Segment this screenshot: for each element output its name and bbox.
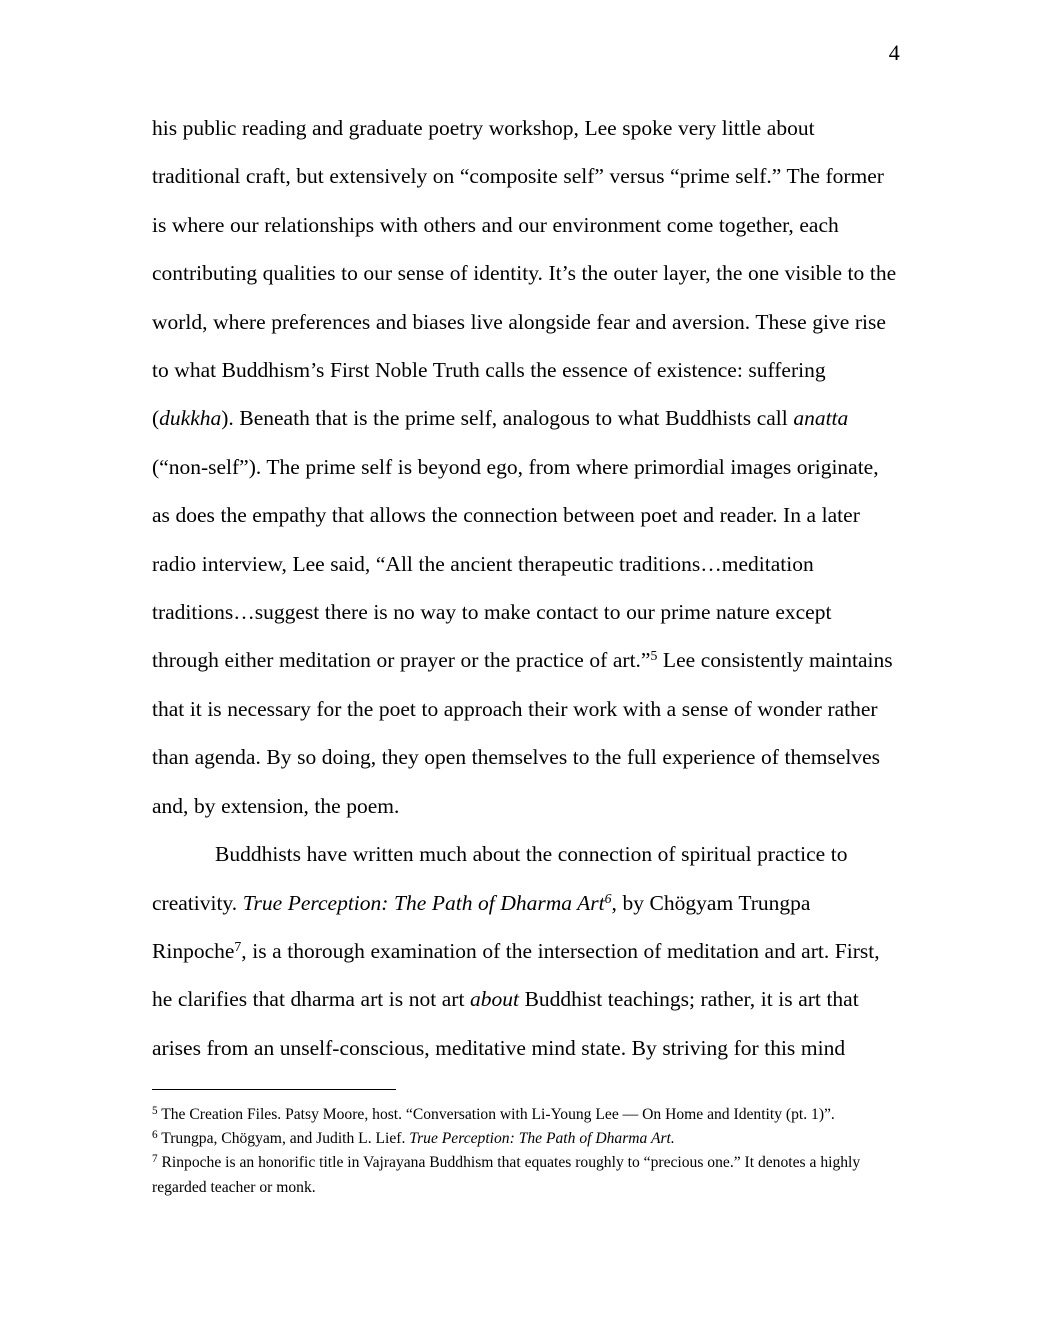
footnote-separator-rule (152, 1089, 396, 1090)
footnote-reference-marker: 6 (604, 890, 612, 906)
footnote-reference-marker: 5 (650, 648, 658, 664)
text-run: (“non-self”). The prime self is beyond ego, from where primordial images originate, as does the empathy that allows the connection between poet and reader. In a later radio interview, Lee said, “All the ancient therapeutic traditions…meditation traditions…suggest there is no way to make contact to our prime nature except through either meditation or prayer or the practice of art.” (152, 454, 879, 673)
footnote-marker: 6 (152, 1129, 158, 1142)
footnote-marker: 5 (152, 1104, 158, 1117)
text-run: Buddhists have written much about the connection of spiritual practice to creativity. (152, 842, 848, 915)
text-run: , is a thorough examination of the intersection of meditation and art. First, he clarifies that dharma art is not art (152, 938, 880, 1012)
text-run: Rinpoche is an honorific title in Vajrayana Buddhism that equates roughly to “precious one.” It denotes a highly regarded teacher or monk. (152, 1154, 861, 1196)
text-run: Lee consistently maintains that it is necessary for the poet to approach their work with a sense of wonder rather than agenda. By so doing, they open themselves to the full experience of themselves and, by extension, the poem. (152, 648, 893, 818)
text-run: The Creation Files. Patsy Moore, host. “Conversation with Li-Young Lee — On Home and Identity (pt. 1)”. (157, 1106, 835, 1123)
footnote-6 (152, 1127, 912, 1151)
footnote-reference-marker: 7 (234, 938, 242, 954)
italic-text: about (470, 987, 519, 1012)
text-run: ). Beneath that is the prime self, analogous to what Buddhists call (221, 406, 794, 431)
text-run: his public reading and graduate poetry workshop, Lee spoke very little about traditional craft, but extensively on “composite self” versus “prime self.” The former is where our relationships with others and our environment come together, each contributing qualities to our sense of identity. It’s the outer layer, the one visible to the world, where preferences and biases live alongside fear and aversion. These give rise to what Buddhism’s First Noble Truth calls the essence of existence: suffering ( (152, 116, 897, 431)
italic-text: True Perception: The Path of Dharma Art. (409, 1130, 675, 1148)
text-run: Trungpa, Chögyam, and Judith L. Lief. (157, 1130, 410, 1148)
footnote-5 (152, 1103, 912, 1127)
italic-text: anatta (793, 406, 849, 431)
body-text-block (152, 104, 901, 1072)
italic-text: True Perception: The Path of Dharma Art (242, 890, 605, 915)
footnote-section (152, 1089, 912, 1200)
page-number: 4 (888, 40, 900, 65)
paragraph-2 (152, 830, 901, 1072)
footnote-marker: 7 (152, 1153, 158, 1166)
text-run: Buddhist teachings; rather, it is art that arises from an unself-conscious, meditative mind state. By striving for this mind (152, 987, 859, 1060)
text-run: , by Chögyam Trungpa Rinpoche (152, 890, 811, 963)
footnote-7 (152, 1151, 912, 1199)
paragraph-1 (152, 104, 901, 830)
italic-text: dukkha (159, 406, 222, 431)
